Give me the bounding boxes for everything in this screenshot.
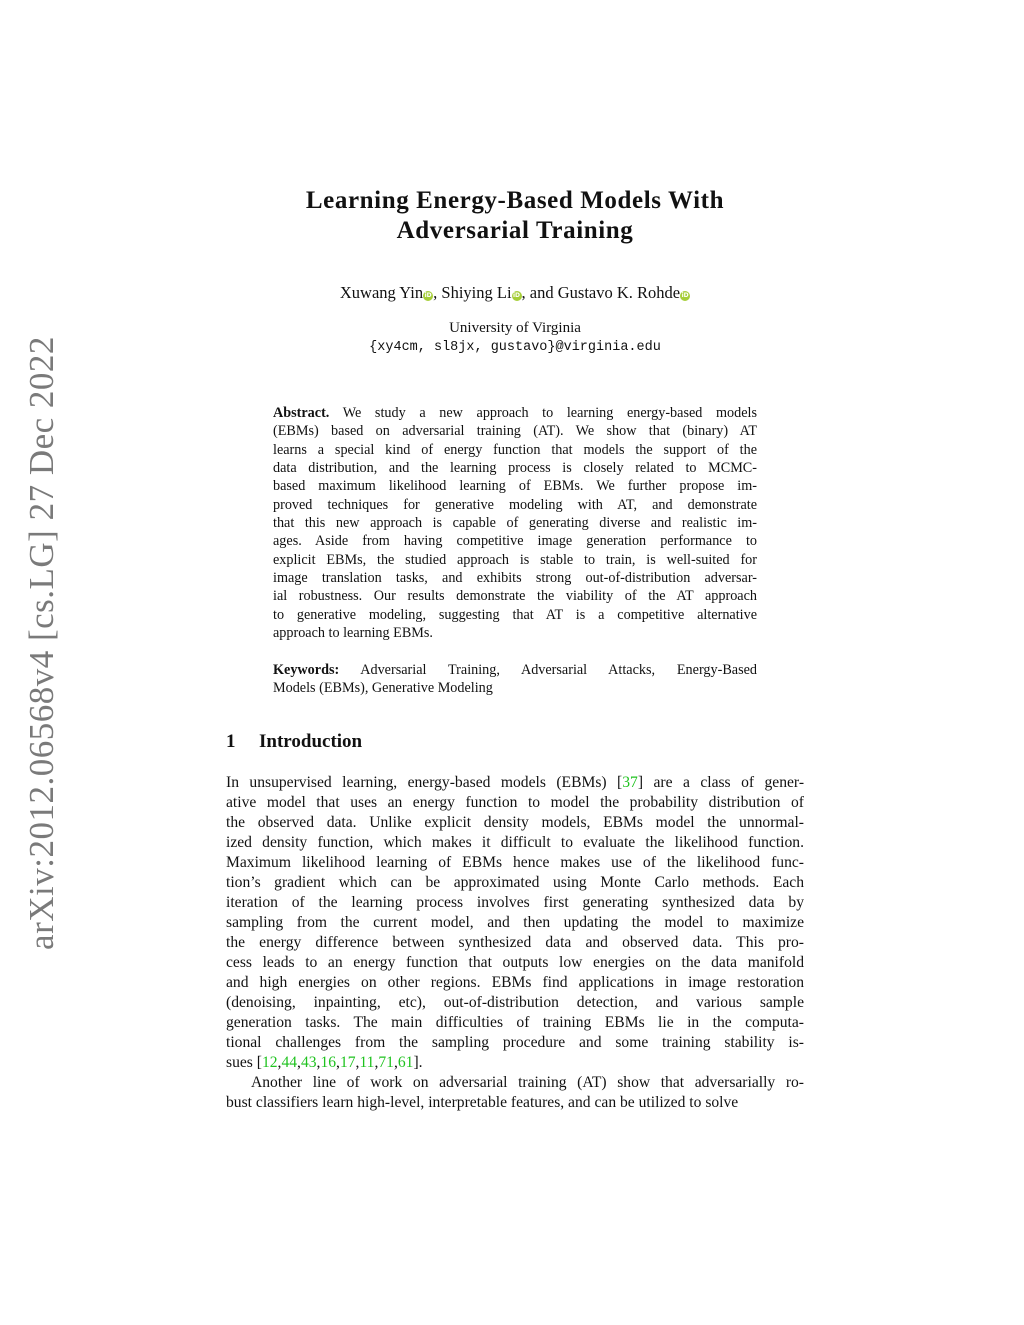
text-segment: Models (EBMs), Generative Modeling — [273, 680, 493, 697]
text-line — [226, 773, 804, 793]
author-name: Xuwang Yin — [339, 283, 424, 302]
text-segment: In unsupervised learning, energy-based models (EBMs) [ — [226, 774, 623, 791]
text-line — [273, 532, 757, 550]
author-name: Gustavo K. Rohde — [557, 283, 681, 302]
author-separator: , — [433, 283, 442, 302]
text-segment: Maximum likelihood learning of EBMs hence makes use of the likelihood func- — [226, 854, 804, 871]
text-segment: We study a new approach to learning energy-based models — [342, 405, 757, 421]
abstract — [273, 404, 757, 642]
text-segment: sues [ — [226, 1054, 262, 1071]
text-line — [273, 679, 757, 697]
text-line — [226, 833, 804, 853]
text-segment: iteration of the learning process involves first generating synthesized data by — [226, 894, 804, 911]
text-line — [226, 873, 804, 893]
text-segment: ] are a class of gener- — [637, 774, 805, 791]
text-line — [226, 1033, 804, 1053]
text-line — [226, 853, 804, 873]
author-name: Shiying Li — [441, 283, 512, 302]
author-emails[interactable]: {xy4cm, sl8jx, gustavo}@virginia.edu — [369, 340, 661, 355]
text-segment: , — [316, 1054, 321, 1071]
text-segment: , — [393, 1054, 398, 1071]
orcid-icon[interactable]: iD — [513, 292, 521, 299]
citation-link[interactable]: 43 — [300, 1054, 317, 1071]
author-separator: , and — [521, 283, 558, 302]
text-segment: learns a special kind of energy function that models the support of the — [273, 441, 757, 458]
text-line — [273, 441, 757, 459]
title-line-2: Adversarial Training — [396, 217, 634, 244]
text-segment: ]. — [413, 1054, 423, 1071]
text-segment: (denoising, inpainting, etc), out-of-distribution detection, and various sample — [226, 994, 804, 1011]
section-title: Introduction — [259, 731, 363, 752]
text-line — [273, 624, 757, 642]
text-line — [273, 551, 757, 569]
text-line — [226, 913, 804, 933]
text-line — [226, 893, 804, 913]
text-segment: image translation tasks, and exhibits strong out-of-distribution adversar- — [273, 570, 757, 587]
text-line — [226, 1013, 804, 1033]
text-segment: proved techniques for generative modeling with AT, and demonstrate — [273, 496, 757, 513]
text-segment: Adversarial Training, Adversarial Attacks, Energy-Based — [360, 662, 757, 678]
text-line — [273, 496, 757, 514]
text-segment: the observed data. Unlike explicit density models, EBMs model the unnormal- — [226, 814, 804, 831]
text-line — [226, 993, 804, 1013]
text-segment: Another line of work on adversarial training (AT) show that adversarially ro- — [251, 1074, 804, 1091]
citation-link[interactable]: 11 — [359, 1054, 375, 1071]
orcid-icon[interactable]: iD — [681, 292, 689, 299]
title-line-1: Learning Energy-Based Models With — [305, 187, 725, 214]
text-segment: , — [374, 1054, 379, 1071]
text-line — [226, 933, 804, 953]
keywords — [273, 661, 757, 698]
abstract-label: Abstract. — [273, 405, 330, 421]
citation-link[interactable]: 16 — [320, 1054, 337, 1071]
text-segment: , — [355, 1054, 360, 1071]
text-line — [226, 1073, 804, 1093]
citation-link[interactable]: 12 — [261, 1054, 278, 1071]
text-segment: ages. Aside from having competitive image generation performance to — [273, 533, 757, 550]
text-segment: explicit EBMs, the studied approach is stable to train, is well-suited for — [273, 551, 757, 568]
text-segment: bust classifiers learn high-level, interpretable features, and can be utilized to solve — [226, 1094, 739, 1111]
citation-link[interactable]: 61 — [397, 1054, 414, 1071]
citation-link[interactable]: 37 — [622, 774, 638, 791]
text-segment: that this new approach is capable of generating diverse and realistic im- — [273, 515, 757, 532]
introduction-body — [226, 773, 804, 1113]
text-segment: , — [336, 1054, 340, 1071]
text-segment: generation tasks. The main difficulties of training EBMs lie in the computa- — [226, 1014, 804, 1031]
text-line — [273, 422, 757, 440]
text-segment: tion’s gradient which can be approximated using Monte Carlo methods. Each — [226, 874, 804, 891]
text-line — [226, 973, 804, 993]
text-segment: based maximum likelihood learning of EBMs. We further propose im- — [273, 478, 757, 495]
text-segment: ial robustness. Our results demonstrate the viability of the AT approach — [273, 588, 757, 605]
text-line — [273, 477, 757, 495]
text-segment: to generative modeling, suggesting that AT is a competitive alternative — [273, 606, 757, 623]
section-number: 1 — [226, 731, 236, 752]
text-line — [273, 514, 757, 532]
text-line — [273, 661, 757, 679]
text-segment: , — [297, 1054, 301, 1071]
orcid-icon[interactable]: iD — [424, 292, 432, 299]
text-line — [273, 606, 757, 624]
text-line — [273, 459, 757, 477]
section-heading — [226, 731, 362, 753]
arxiv-identifier-stamp: arXiv:2012.06568v4 [cs.LG] 27 Dec 2022 — [22, 336, 61, 950]
text-segment: tional challenges from the sampling procedure and some training stability is- — [226, 1034, 804, 1051]
citation-link[interactable]: 44 — [281, 1054, 298, 1071]
text-line — [226, 953, 804, 973]
text-segment: , — [277, 1054, 282, 1071]
paper-title — [0, 186, 1024, 246]
text-segment: ized density function, which makes it difficult to evaluate the likelihood function. — [226, 834, 804, 851]
institution: University of Virginia — [449, 320, 581, 336]
citation-link[interactable]: 17 — [339, 1054, 356, 1071]
text-line — [226, 1053, 804, 1073]
text-line — [273, 404, 757, 422]
affiliation — [0, 319, 1024, 357]
text-segment: data distribution, and the learning process is closely related to MCMC- — [273, 460, 757, 477]
citation-link[interactable]: 71 — [378, 1054, 394, 1071]
text-line — [273, 569, 757, 587]
keywords-label: Keywords: — [273, 662, 340, 678]
text-line — [226, 793, 804, 813]
text-segment: and high energies on other regions. EBMs find applications in image restoration — [226, 974, 804, 991]
text-segment: cess leads to an energy function that outputs low energies on the data manifold — [226, 954, 804, 971]
text-segment: ative model that uses an energy function to model the probability distribution of — [226, 794, 804, 811]
text-line — [226, 813, 804, 833]
text-segment: sampling from the current model, and then updating the model to maximize — [226, 914, 804, 931]
text-segment: approach to learning EBMs. — [273, 625, 433, 642]
text-line — [226, 1093, 804, 1113]
text-segment: (EBMs) based on adversarial training (AT). We show that (binary) AT — [273, 423, 757, 440]
author-list — [0, 283, 1024, 303]
text-segment: the energy difference between synthesized data and observed data. This pro- — [226, 934, 804, 951]
text-line — [273, 587, 757, 605]
